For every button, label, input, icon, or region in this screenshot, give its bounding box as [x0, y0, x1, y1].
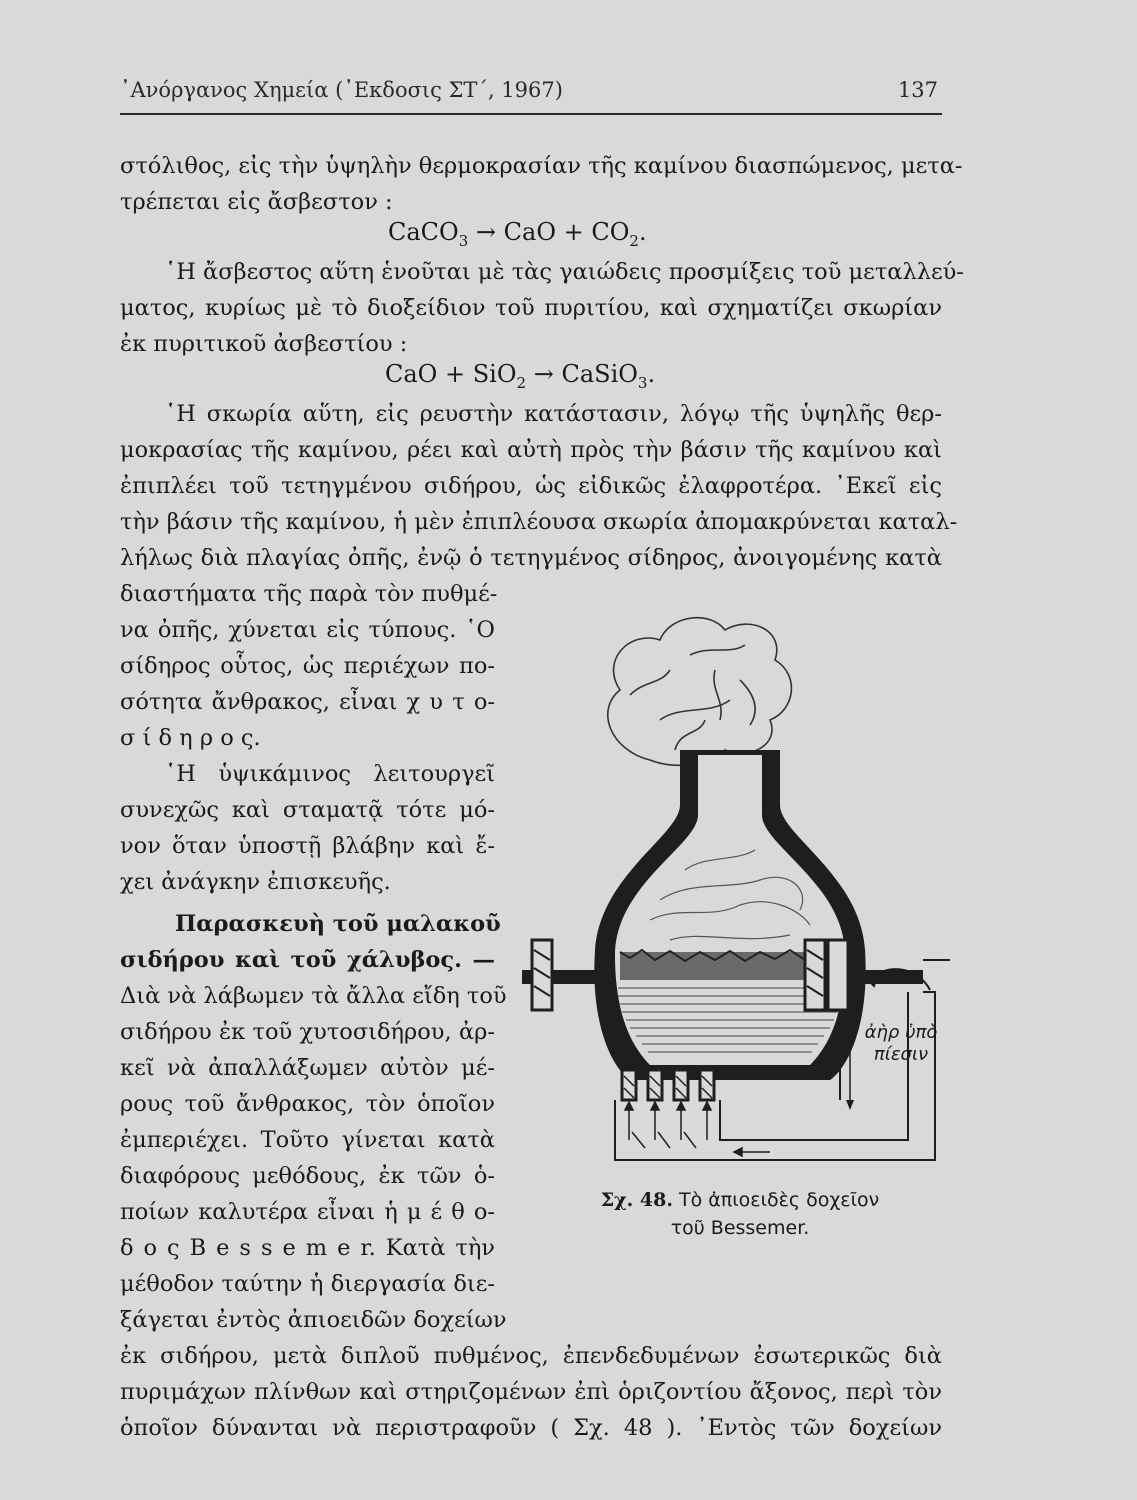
text-line: τρέπεται εἰς ἄσβεστον :: [120, 189, 393, 215]
air-arrows: [625, 1102, 770, 1156]
header-rule: [120, 113, 942, 115]
text-line: λήλως διὰ πλαγίας ὀπῆς, ἐνῷ ὁ τετηγμένος σίδηρος, ἀνοιγομένης κατὰ: [120, 545, 942, 571]
text-line: διαφόρους μεθόδους, ἐκ τῶν ὁ-: [120, 1163, 495, 1189]
text-line: σίδηρος οὗτος, ὡς περιέχων πο-: [120, 653, 495, 679]
equation-2: CaO + SiO$_2$ → CaSiO$_3$.: [385, 360, 656, 392]
text-line: διαστήματα τῆς παρὰ τὸν πυθμέ-: [120, 581, 498, 607]
text-line: ἐκ πυριτικοῦ ἀσβεστίου :: [120, 331, 408, 357]
text-line: ὁποῖον δύνανται νὰ περιστραφοῦν ( Σχ. 48 ). ᾿Εντὸς τῶν δοχείων: [120, 1415, 942, 1441]
text-line: ματος, κυρίως μὲ τὸ διοξείδιον τοῦ πυριτίου, καὶ σχηματίζει σκωρίαν: [120, 295, 942, 321]
page-number: 137: [897, 78, 938, 102]
header-title: ᾿Ανόργανος Χημεία (᾿Εκδοσις ΣΤ΄, 1967): [120, 78, 563, 102]
text-line: ποίων καλυτέρα εἶναι ἡ μ έ θ ο-: [120, 1199, 495, 1225]
caption-text-2: τοῦ Bessemer.: [670, 1217, 810, 1239]
text-line: νον ὅταν ὑποστῇ βλάβην καὶ ἔ-: [120, 833, 495, 859]
text-line: μέθοδον ταύτην ἡ διεργασία διε-: [120, 1271, 495, 1297]
text-line: σότητα ἄνθρακος, εἶναι χ υ τ ο-: [120, 689, 495, 715]
air-pressure-label: ἀὴρ ὑπὸ πίεσιν: [864, 1022, 938, 1065]
equation-1: CaCO$_3$ → CaO + $CO_2$.: [388, 218, 647, 250]
text-line: μοκρασίας τῆς καμίνου, ρέει καὶ αὐτὴ πρὸς τὴν βάσιν τῆς καμίνου καὶ: [120, 437, 942, 463]
text-line: ρους τοῦ ἄνθρακος, τὸν ὁποῖον: [120, 1091, 495, 1117]
text-line: ῾Η ὑψικάμινος λειτουργεῖ: [165, 761, 495, 787]
text-line: ἐπιπλέει τοῦ τετηγμένου σιδήρου, ὡς εἰδικῶς ἐλαφροτέρα. ᾿Εκεῖ εἰς: [120, 473, 942, 499]
text-line: χει ἀνάγκην ἐπισκευῆς.: [120, 869, 391, 895]
text-line: ἐμπεριέχει. Τοῦτο γίνεται κατὰ: [120, 1127, 495, 1153]
bessemer-converter-figure: [510, 600, 950, 1180]
section-heading: Παρασκευὴ τοῦ μαλακοῦ: [175, 911, 501, 937]
text-line: στόλιθος, εἰς τὴν ὑψηλὴν θερμοκρασίαν τῆς καμίνου διασπώμενος, μετα-: [120, 153, 963, 179]
figure-caption: [560, 1186, 920, 1242]
section-heading: σιδήρου καὶ τοῦ χάλυβος. —: [120, 947, 495, 973]
text-line: δ ο ς B e s s e m e r. Κατὰ τὴν: [120, 1235, 495, 1261]
text-line: σιδήρου ἐκ τοῦ χυτοσιδήρου, ἀρ-: [120, 1019, 495, 1045]
text-line: ῾Η σκωρία αὕτη, εἰς ρευστὴν κατάστασιν, λόγῳ τῆς ὑψηλῆς θερ-: [165, 401, 942, 427]
text-line: τὴν βάσιν τῆς καμίνου, ἡ μὲν ἐπιπλέουσα σκωρία ἀπομακρύνεται καταλ-: [120, 509, 958, 535]
text-line: ξάγεται ἐντὸς ἀπιοειδῶν δοχείων: [120, 1307, 507, 1333]
text-line: ἐκ σιδήρου, μετὰ διπλοῦ πυθμένος, ἐπενδεδυμένων ἐσωτερικῶς διὰ: [120, 1343, 942, 1369]
text-line: Διὰ νὰ λάβωμεν τὰ ἄλλα εἴδη τοῦ: [120, 983, 507, 1009]
text-line: κεῖ νὰ ἀπαλλάξωμεν αὐτὸν μέ-: [120, 1055, 495, 1081]
text-line: συνεχῶς καὶ σταματᾷ τότε μό-: [120, 797, 495, 823]
converter-cavity: [615, 755, 845, 1065]
text-line: να ὀπῆς, χύνεται εἰς τύπους. ῾Ο: [120, 617, 495, 643]
text-line: σ ί δ η ρ ο ς.: [120, 725, 261, 751]
smoke-cloud: [608, 618, 792, 766]
caption-text: Τὸ ἀπιοειδὲς δοχεῖον: [679, 1189, 880, 1211]
text-line: ῾Η ἄσβεστος αὕτη ἑνοῦται μὲ τὰς γαιώδεις προσμίξεις τοῦ μεταλλεύ-: [165, 259, 964, 285]
running-header: [120, 78, 942, 102]
text-line: πυριμάχων πλίνθων καὶ στηριζομένων ἐπὶ ὁριζοντίου ἄξονος, περὶ τὸν: [120, 1379, 942, 1405]
caption-number: Σχ. 48.: [600, 1189, 673, 1211]
